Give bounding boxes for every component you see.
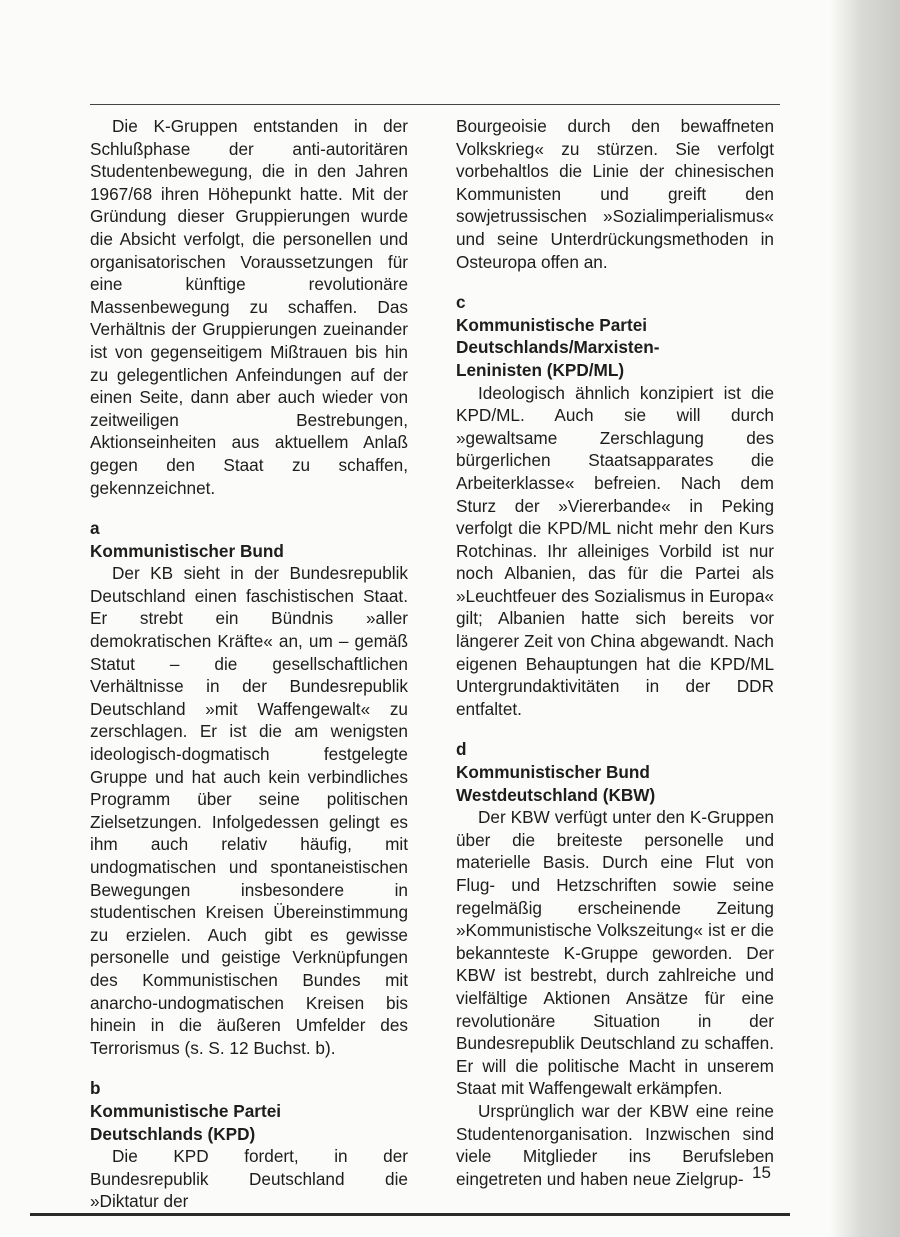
section-d-letter: d [456, 739, 467, 760]
section-b-text-part2: Bourgeoisie durch den bewaffneten Volkskrieg« zu stürzen. Sie verfolgt vorbehaltlos die Linie der chinesischen Kommunisten und greift den sowjetrussischen »Sozialimperialismus« und seine Unterdrückungsmethoden in Osteuropa offen an. [456, 116, 774, 272]
section-d-text-1: Der KBW verfügt unter den K-Gruppen über die breiteste personelle und materielle Basis. Durch eine Flut von Flug- und Hetzschriften sowie seine regelmäßig erscheinende Zeitung »Kommunistische Volkszeitung« ist er die bekannteste K-Gruppe geworden. Der KBW ist bestrebt, durch zahlreiche und vielfältige Aktionen Ansätze für eine revolutionäre Situation in der Bundesrepublik Deutschland zu schaffen. Er will die politische Macht in unserem Staat mit Waffengewalt erkämpfen. [456, 807, 774, 1099]
section-c-title-line1: Kommunistische Partei [456, 314, 648, 335]
right-column [456, 115, 774, 1190]
bottom-scan-edge [30, 1213, 790, 1216]
left-column [90, 115, 408, 1213]
section-d-text-2: Ursprünglich war der KBW eine reine Studentenorganisation. Inzwischen sind viele Mitglieder ins Berufsleben eingetreten und haben neue Zielgrup- [456, 1100, 774, 1189]
section-b-text-part1: Die KPD fordert, in der Bundesrepublik Deutschland die »Diktatur der [90, 1146, 408, 1212]
section-c-letter: c [456, 292, 466, 313]
page-edge-shadow [830, 0, 900, 1237]
section-c-title-line2: Deutschlands/Marxisten- [456, 337, 660, 358]
intro-paragraph: Die K-Gruppen entstanden in der Schlußphase der anti-autoritären Studentenbewegung, die in den Jahren 1967/68 ihren Höhepunkt hatte. Mit der Gründung dieser Gruppierungen wurde die Absicht verfolgt, die personellen und organisatorischen Voraussetzungen für eine künftige revolutionäre Massenbewegung zu schaffen. Das Verhältnis der Gruppierungen zueinander ist von gegenseitigem Mißtrauen bis hin zu gelegentlichen Anfeindungen auf der einen Seite, dann aber auch wieder von zeitweiligen Bestrebungen, Aktionseinheiten aus aktuellem Anlaß gegen den Staat zu schaffen, gekennzeichnet. [90, 116, 408, 498]
top-rule [90, 104, 780, 105]
section-a-title: Kommunistischer Bund [90, 540, 284, 561]
section-b-title-line1: Kommunistische Partei [90, 1100, 282, 1121]
section-d-title-line1: Kommunistischer Bund [456, 762, 650, 783]
section-b-title-line2: Deutschlands (KPD) [90, 1123, 256, 1144]
page-number: 15 [752, 1163, 771, 1182]
section-a-text: Der KB sieht in der Bundesrepublik Deutschland einen faschistischen Staat. Er strebt ein Bündnis »aller demokratischen Kräfte« an, um – gemäß Statut – die gesellschaftlichen Verhältnisse in der Bundesrepublik Deutschland »mit Waffengewalt« zu zerschlagen. Er ist die am wenigsten ideologisch-dogmatisch festgelegte Gruppe und hat auch kein verbindliches Programm über seine politischen Zielsetzungen. Infolgedessen gelingt es ihm auch relativ häufig, mit undogmatischen und spontaneistischen Bewegungen insbesondere in studentischen Kreisen Übereinstimmung zu erzielen. Auch gibt es gewisse personelle und geistige Verknüpfungen des Kommunistischen Bundes mit anarcho-undogmatischen Kreisen bis hinein in die äußeren Umfelder des Terrorismus (s. S. 12 Buchst. b). [90, 563, 408, 1058]
section-a-letter: a [90, 518, 100, 539]
section-b-letter: b [90, 1078, 101, 1099]
section-c-title-line3: Leninisten (KPD/ML) [456, 359, 625, 380]
section-d-title-line2: Westdeutschland (KBW) [456, 784, 656, 805]
section-c-text: Ideologisch ähnlich konzipiert ist die KPD/ML. Auch sie will durch »gewaltsame Zerschlagung des bürgerlichen Staatsapparates die Arbeiterklasse« befreien. Nach dem Sturz der »Viererbande« in Peking verfolgt die KPD/ML nicht mehr den Kurs Rotchinas. Ihr alleiniges Vorbild ist nur noch Albanien, das für die Partei als »Leuchtfeuer des Sozialismus in Europa« gilt; Albanien hatte sich bereits vor längerer Zeit von China abgewandt. Nach eigenen Behauptungen hat die KPD/ML Untergrundaktivitäten in der DDR entfaltet. [456, 382, 774, 719]
